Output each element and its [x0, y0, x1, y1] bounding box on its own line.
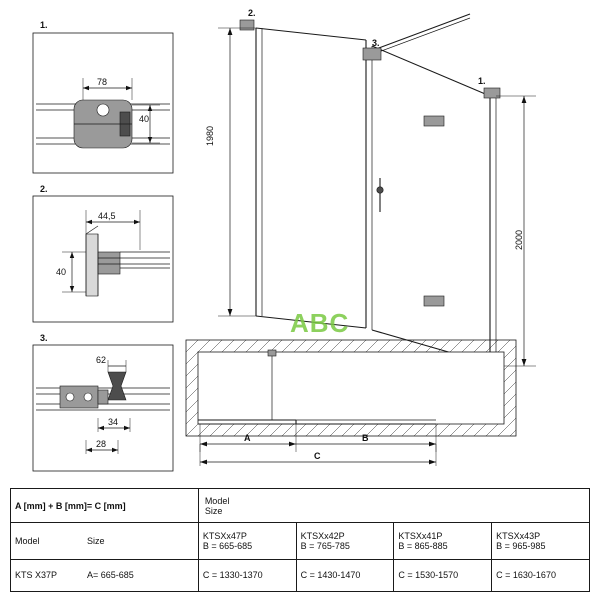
- elevation-height-1980: 1980: [205, 125, 215, 146]
- specification-table: [10, 488, 590, 592]
- c-value-3: C = 1630-1670: [492, 559, 590, 591]
- elevation-callout-3: 3.: [372, 38, 380, 48]
- table-row: [11, 489, 590, 523]
- elevation-view: [205, 8, 536, 366]
- variant-cell-0: [198, 523, 296, 559]
- variant-b-0: B = 665-685: [202, 541, 253, 552]
- size-header-label: Size: [204, 505, 223, 516]
- formula-cell: A [mm] + B [mm]= C [mm]: [11, 489, 199, 523]
- variant-b-3: B = 965-985: [496, 541, 546, 552]
- detail-1-width-label: 78: [97, 77, 108, 87]
- base-size-label: A= 665-685: [87, 570, 134, 581]
- c-value-2: C = 1530-1570: [394, 559, 492, 591]
- plan-dim-c: C: [314, 451, 321, 461]
- variant-model-2: KTSXx41P: [398, 531, 443, 542]
- variant-cell-2: [394, 523, 492, 559]
- variant-model-0: KTSXx47P: [202, 531, 247, 542]
- plan-dim-b: B: [362, 433, 369, 443]
- model-size-left-cell: [11, 523, 199, 559]
- detail-3-mid-label: 34: [108, 417, 119, 427]
- plan-dim-a: A: [244, 433, 251, 443]
- detail-3-bottom-label: 28: [96, 439, 107, 449]
- variant-model-1: KTSXx42P: [300, 531, 345, 542]
- detail-2-width-label: 44,5: [98, 211, 116, 221]
- plan-view: [186, 340, 516, 466]
- left-model-label: Model: [15, 536, 40, 547]
- detail-3-number: 3.: [40, 333, 48, 343]
- detail-1-number: 1.: [40, 20, 48, 30]
- watermark-text: ABC: [290, 308, 350, 338]
- variant-model-3: KTSXx43P: [496, 531, 541, 542]
- detail-2-height-label: 40: [56, 267, 67, 277]
- base-model-cell: [11, 559, 199, 591]
- detail-2-number: 2.: [40, 184, 48, 194]
- table-row: [11, 523, 590, 559]
- detail-panel-1: [33, 20, 173, 173]
- table-row: [11, 559, 590, 591]
- detail-panel-2: [33, 184, 173, 322]
- left-size-label: Size: [87, 536, 105, 547]
- variant-cell-3: [492, 523, 590, 559]
- c-value-1: C = 1430-1470: [296, 559, 394, 591]
- variant-b-2: B = 865-885: [398, 541, 448, 552]
- elevation-callout-1: 1.: [478, 76, 486, 86]
- elevation-height-2000: 2000: [514, 229, 524, 250]
- model-header-label: Model: [204, 495, 230, 506]
- variant-b-1: B = 765-785: [300, 541, 350, 552]
- base-model-label: KTS X37P: [15, 570, 58, 581]
- detail-3-top-label: 62: [96, 355, 107, 365]
- detail-1-height-label: 40: [139, 114, 150, 124]
- elevation-callout-2: 2.: [248, 8, 256, 18]
- model-size-header: [198, 489, 589, 523]
- variant-cell-1: [296, 523, 394, 559]
- c-value-0: C = 1330-1370: [198, 559, 296, 591]
- detail-panel-3: [33, 333, 173, 471]
